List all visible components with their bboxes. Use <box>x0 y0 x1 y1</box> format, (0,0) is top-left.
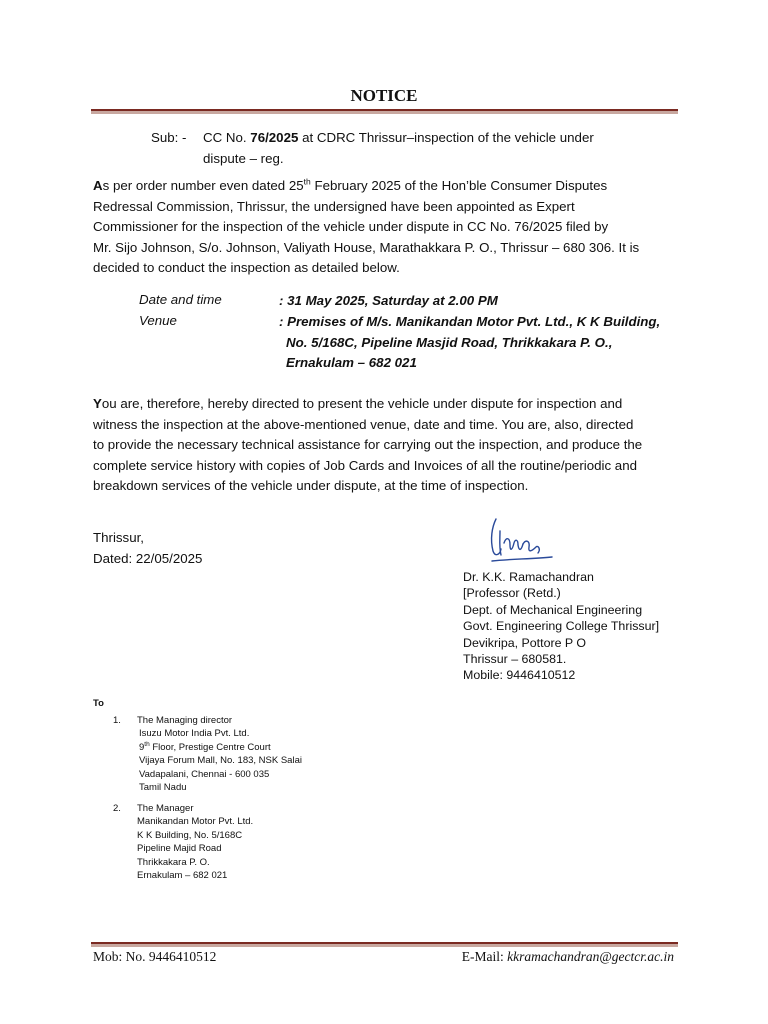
para1-line1-pre: s per order number even dated 25 <box>102 178 304 193</box>
recipient-2-line: Manikandan Motor Pvt. Ltd. <box>137 816 254 828</box>
subject-text <box>203 128 645 169</box>
footer-email-block <box>462 949 674 965</box>
para1-line1-post: February 2025 of the Hon’ble Consumer Disputes <box>310 178 608 193</box>
para1-line2: Redressal Commission, Thrissur, the undersigned have been appointed as Expert <box>93 198 575 214</box>
footer-email-label: E-Mail: <box>461 949 508 964</box>
para1-lead: A <box>93 178 103 193</box>
venue-line1: : Premises of M/s. Manikandan Motor Pvt. Ltd., K K Building, <box>279 314 661 329</box>
place: Thrissur, <box>93 530 144 545</box>
subject-case-prefix: CC No. <box>203 130 247 145</box>
venue-line3: Ernakulam – 682 021 <box>286 355 417 370</box>
signatory-line: Dr. K.K. Ramachandran <box>463 570 594 584</box>
notice-title: NOTICE <box>350 86 418 105</box>
para1-line1 <box>93 178 607 193</box>
subject-line1: at CDRC Thrissur–inspection of the vehicle under <box>302 130 594 145</box>
para2-lead: Y <box>93 396 102 411</box>
para1-line1-sup: th <box>303 176 311 187</box>
para1-line5: decided to conduct the inspection as detailed below. <box>93 260 400 275</box>
recipient-1-floor <box>137 741 302 754</box>
signatory-line: Thrissur – 680581. <box>463 652 567 667</box>
venue-value <box>279 312 679 374</box>
venue-label: Venue <box>139 313 177 328</box>
header-rule <box>91 109 678 114</box>
recipient-2-line: Pipeline Majid Road <box>137 843 222 855</box>
date-time-label: Date and time <box>139 292 222 307</box>
para2-line1 <box>93 396 622 411</box>
signatory-line: Dept. of Mechanical Engineering <box>463 602 643 617</box>
recipient-1-floor-num: 9 <box>139 741 145 753</box>
recipient-1-address <box>137 714 302 794</box>
to-label: To <box>93 698 104 709</box>
signatory-line: [Professor (Retd.) <box>463 586 561 601</box>
place-date-block <box>93 528 202 569</box>
recipient-1-title: The Managing director <box>137 715 233 726</box>
recipient-1-number: 1. <box>113 715 121 726</box>
signatory-line: Devikripa, Pottore P O <box>463 635 587 650</box>
footer-mobile: Mob: No. 9446410512 <box>93 949 217 964</box>
para2-line4: complete service history with copies of Job Cards and Invoices of all the routine/periodic and <box>93 457 637 473</box>
handwritten-signature <box>486 513 556 569</box>
recipient-1-addr5: Tamil Nadu <box>139 782 187 794</box>
para2-line3: to provide the necessary technical assistance for carrying out the inspection, and produce the <box>93 437 643 452</box>
para1-line3: Commissioner for the inspection of the vehicle under dispute in CC No. 76/2025 filed by <box>93 219 609 234</box>
paragraph-directions <box>93 394 675 497</box>
dated: Dated: 22/05/2025 <box>93 550 203 566</box>
recipient-1-company: Isuzu Motor India Pvt. Ltd. <box>139 728 250 740</box>
recipient-1-addr4: Vadapalani, Chennai - 600 035 <box>139 768 270 780</box>
para2-line5: breakdown services of the vehicle under dispute, at the time of inspection. <box>93 478 529 493</box>
recipient-1-floor-sup: th <box>144 740 150 748</box>
subject-line2: dispute – reg. <box>203 150 284 166</box>
signatory-line: Mobile: 9446410512 <box>463 668 576 683</box>
subject-label: Sub: - <box>151 130 187 145</box>
recipient-2-line: Thrikkakara P. O. <box>137 856 210 868</box>
paragraph-appointment <box>93 176 675 279</box>
recipient-2-line: The Manager <box>137 803 194 814</box>
recipient-2-line: K K Building, No. 5/168C <box>137 829 243 841</box>
date-time-value: : 31 May 2025, Saturday at 2.00 PM <box>279 293 498 308</box>
para1-line4: Mr. Sijo Johnson, S/o. Johnson, Valiyath House, Marathakkara P. O., Thrissur – 680 306. It is <box>93 239 640 255</box>
recipient-1-addr3: Vijaya Forum Mall, No. 183, NSK Salai <box>139 755 302 767</box>
venue-line2: No. 5/168C, Pipeline Masjid Road, Thrikkakara P. O., <box>286 334 613 350</box>
footer-email-link[interactable]: kkramachandran@gectcr.ac.in <box>507 949 674 964</box>
para2-line1-rest: ou are, therefore, hereby directed to present the vehicle under dispute for inspection and <box>101 396 623 411</box>
footer-rule <box>91 942 678 947</box>
recipient-2-number: 2. <box>113 803 121 814</box>
signatory-address <box>463 569 659 684</box>
recipient-1-floor-rest: Floor, Prestige Centre Court <box>149 741 271 753</box>
recipient-2-address <box>137 802 253 882</box>
para2-line2: witness the inspection at the above-mentioned venue, date and time. You are, also, directed <box>93 416 634 432</box>
recipient-2-line: Ernakulam – 682 021 <box>137 870 228 882</box>
signatory-line: Govt. Engineering College Thrissur] <box>463 619 660 634</box>
subject-case-number: 76/2025 <box>250 130 299 145</box>
